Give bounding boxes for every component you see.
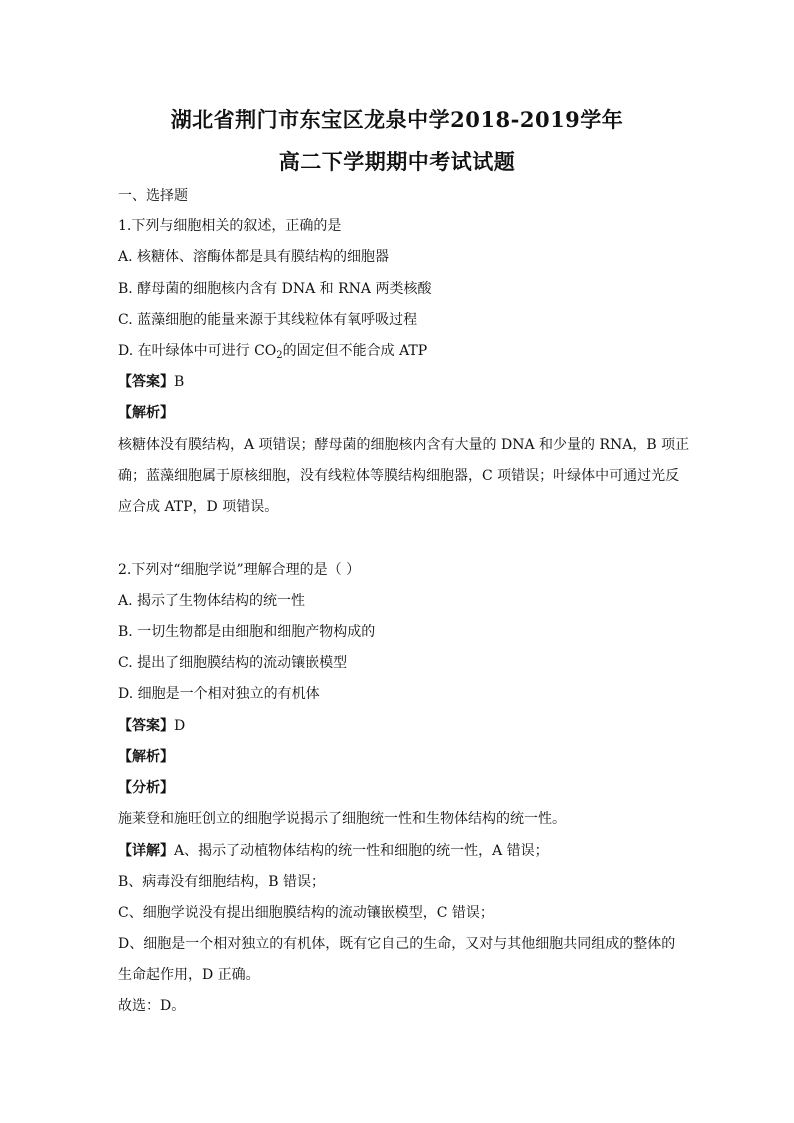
q2-answer (118, 717, 680, 735)
q2-fenxi-label: 【分析】 (118, 780, 174, 796)
q2-detail-label: 【详解】 (118, 843, 174, 859)
q1-option-a: A. 核糖体、溶酶体都是具有膜结构的细胞器 (118, 249, 390, 265)
q2-option-d: D. 细胞是一个相对独立的有机体 (118, 686, 320, 702)
q2-detail-line-5: 生命起作用，D 正确。 (118, 967, 260, 983)
q1-stem: 1.下列与细胞相关的叙述，正确的是 (118, 218, 342, 234)
q1-analysis-label: 【解析】 (118, 405, 174, 421)
q1-answer-label: 【答案】 (118, 374, 174, 390)
q1-answer (118, 373, 680, 391)
q2-analysis-label: 【解析】 (118, 749, 174, 765)
q1-option-d-subscript: 2 (276, 350, 283, 361)
q2-option-a: A. 揭示了生物体结构的统一性 (118, 593, 306, 609)
q2-detail-text-1: A、揭示了动植物体结构的统一性和细胞的统一性，A 错误； (174, 843, 549, 859)
q1-analysis-line-2: 确；蓝藻细胞属于原核细胞，没有线粒体等膜结构细胞器，C 项错误；叶绿体中可通过光反 (118, 468, 680, 484)
q2-option-c: C. 提出了细胞膜结构的流动镶嵌模型 (118, 655, 348, 671)
q1-option-d-text-end: 的固定但不能合成 ATP (282, 343, 428, 359)
q1-option-b: B. 酵母菌的细胞核内含有 DNA 和 RNA 两类核酸 (118, 281, 432, 297)
q2-detail-line-3: C、细胞学说没有提出细胞膜结构的流动镶嵌模型，C 错误； (118, 905, 494, 921)
section-heading: 一、选择题 (118, 188, 188, 204)
q2-detail-line-1 (118, 842, 680, 860)
document-title-line-2: 高二下学期期中考试试题 (278, 149, 516, 174)
q2-final-answer: 故选：D。 (118, 998, 186, 1014)
q2-detail-line-2: B、病毒没有细胞结构，B 错误； (118, 874, 326, 890)
q1-analysis-line-3: 应合成 ATP，D 项错误。 (118, 499, 279, 515)
q2-answer-value: D (174, 718, 186, 734)
q2-option-b: B. 一切生物都是由细胞和细胞产物构成的 (118, 624, 376, 640)
document-title-line-1: 湖北省荆门市东宝区龙泉中学2018-2019学年 (170, 107, 624, 132)
q1-option-d-text: D. 在叶绿体中可进行 CO (118, 343, 277, 359)
q1-option-c: C. 蓝藻细胞的能量来源于其线粒体有氧呼吸过程 (118, 312, 418, 328)
q2-fenxi-text: 施莱登和施旺创立的细胞学说揭示了细胞统一性和生物体结构的统一性。 (118, 811, 566, 827)
q2-stem: 2.下列对“细胞学说”理解合理的是（ ） (118, 562, 361, 578)
q2-answer-label: 【答案】 (118, 718, 174, 734)
q2-detail-line-4: D、细胞是一个相对独立的有机体，既有它自己的生命，又对与其他细胞共同组成的整体的 (118, 936, 676, 952)
q1-answer-value: B (174, 374, 185, 390)
q1-option-d (118, 342, 680, 360)
q1-analysis-line-1: 核糖体没有膜结构，A 项错误；酵母菌的细胞核内含有大量的 DNA 和少量的 RNA，B 项正 (118, 437, 690, 453)
